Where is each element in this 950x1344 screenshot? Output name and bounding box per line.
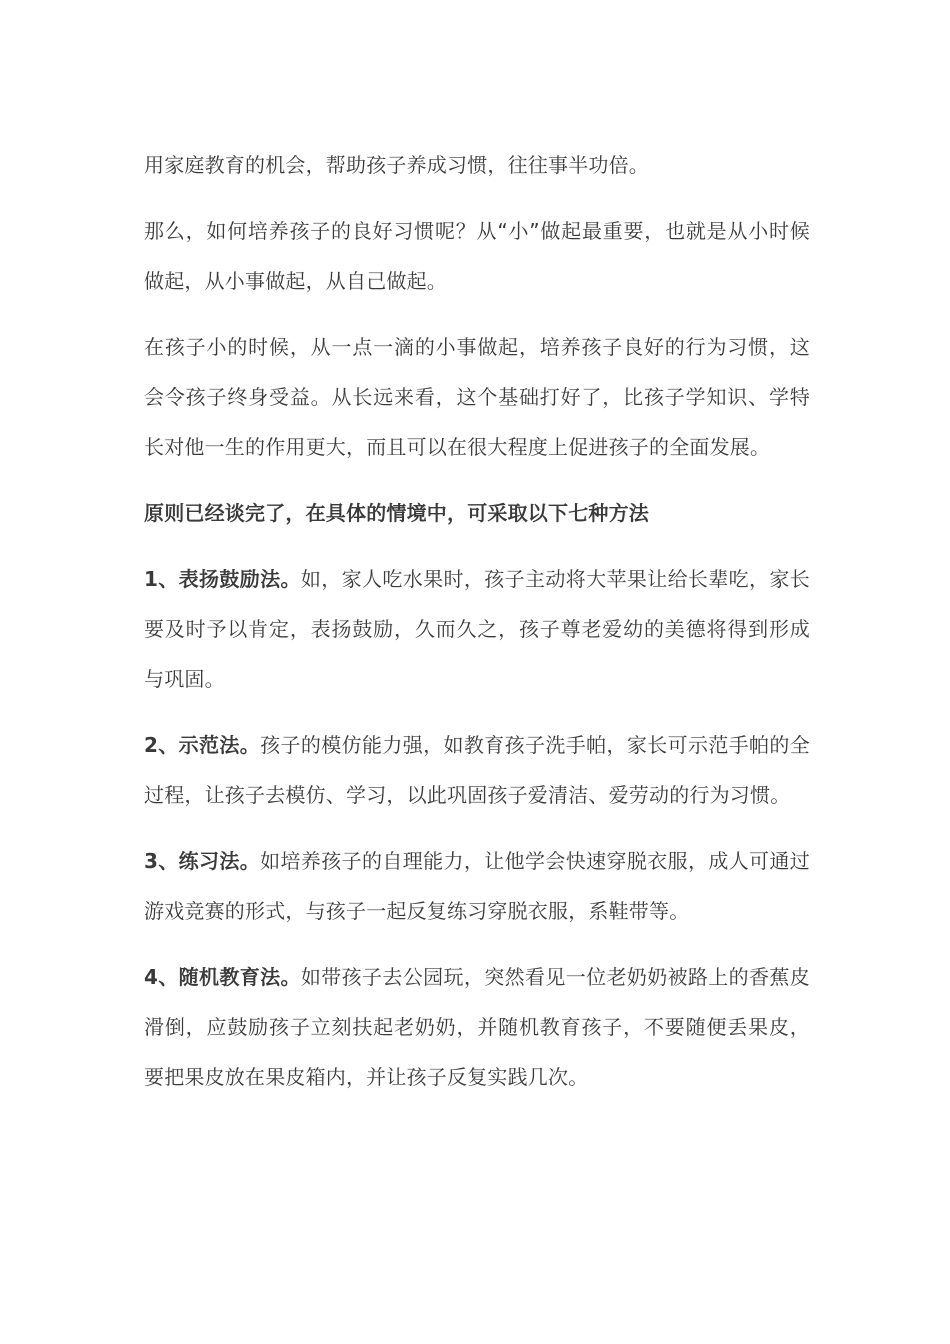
method-title: 3、练习法。 xyxy=(144,849,261,873)
paragraph-intro: 用家庭教育的机会，帮助孩子养成习惯，往往事半功倍。 xyxy=(144,153,649,177)
method-title: 2、示范法。 xyxy=(144,733,261,757)
method-item-demonstration xyxy=(144,720,810,820)
method-title: 1、表扬鼓励法。 xyxy=(144,567,301,591)
method-item-practice xyxy=(144,836,810,936)
document-body xyxy=(144,140,810,1118)
paragraph-benefit: 在孩子小的时候，从一点一滴的小事做起，培养孩子良好的行为习惯，这会令孩子终身受益。从长远来看，这个基础打好了，比孩子学知识、学特长对他一生的作用更大，而且可以在很大程度上促进孩子的全面发展。 xyxy=(144,335,810,459)
method-text: 孩子的模仿能力强，如教育孩子洗手帕，家长可示范手帕的全过程，让孩子去模仿、学习，以此巩固孩子爱清洁、爱劳动的行为习惯。 xyxy=(144,733,810,807)
method-item-random-education xyxy=(144,952,810,1102)
section-heading: 原则已经谈完了，在具体的情境中，可采取以下七种方法 xyxy=(144,501,649,525)
method-text: 如培养孩子的自理能力，让他学会快速穿脱衣服，成人可通过游戏竞赛的形式，与孩子一起反复练习穿脱衣服，系鞋带等。 xyxy=(144,849,810,923)
method-item-praise xyxy=(144,554,810,704)
method-text: 如，家人吃水果时，孩子主动将大苹果让给长辈吃，家长要及时予以肯定，表扬鼓励，久而久之，孩子尊老爱幼的美德将得到形成与巩固。 xyxy=(144,567,810,691)
method-title: 4、随机教育法。 xyxy=(144,965,301,989)
paragraph-question: 那么，如何培养孩子的良好习惯呢？从“小”做起最重要，也就是从小时候做起，从小事做起，从自己做起。 xyxy=(144,219,810,293)
method-text: 如带孩子去公园玩，突然看见一位老奶奶被路上的香蕉皮滑倒，应鼓励孩子立刻扶起老奶奶，并随机教育孩子，不要随便丢果皮，要把果皮放在果皮箱内，并让孩子反复实践几次。 xyxy=(144,965,810,1089)
